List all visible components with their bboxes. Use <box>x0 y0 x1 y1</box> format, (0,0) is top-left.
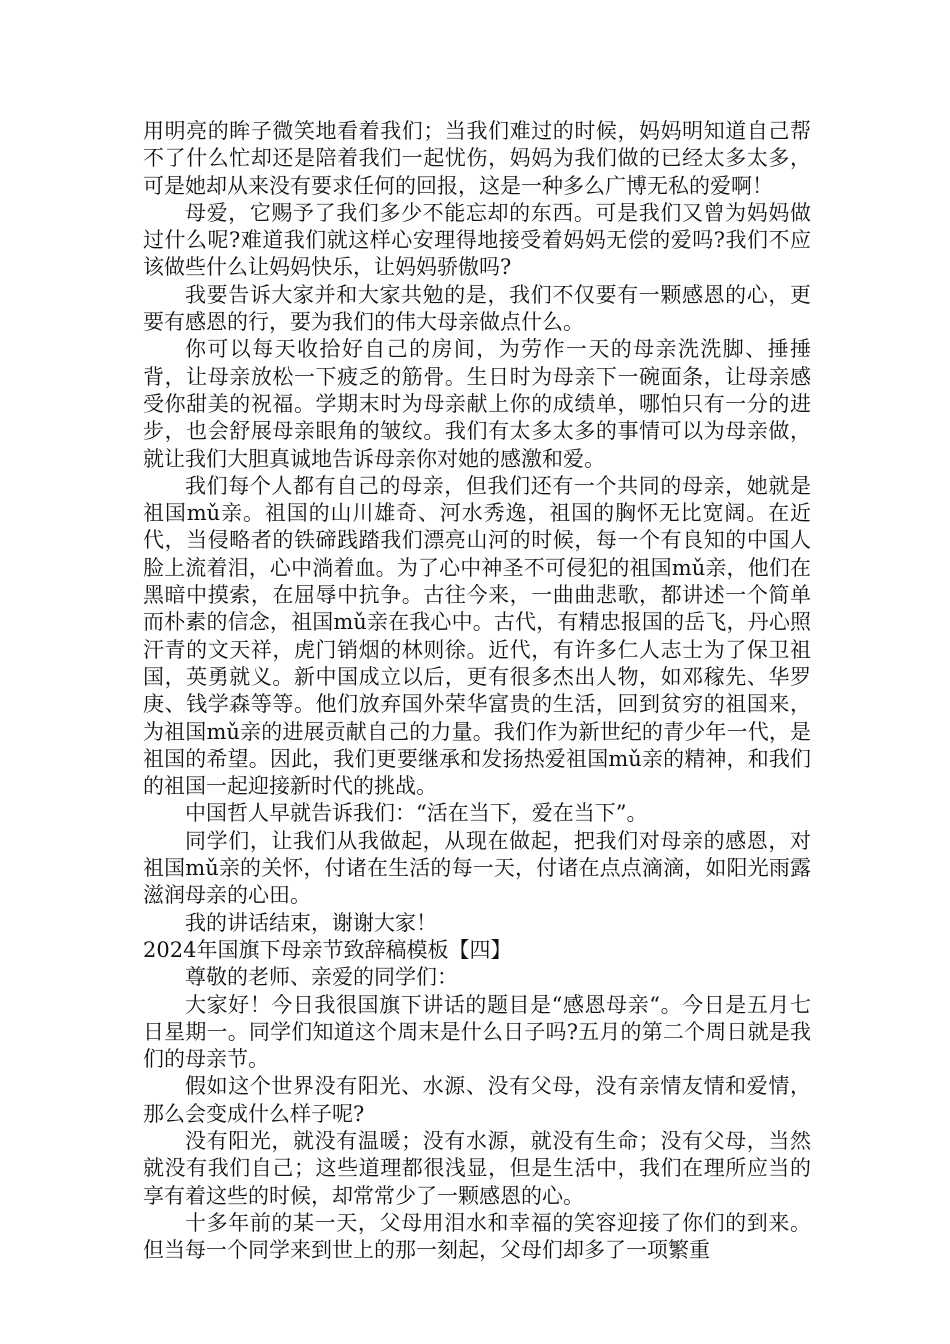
section-heading: 2024年国旗下母亲节致辞稿模板【四】 <box>143 937 512 962</box>
paragraph: 用明亮的眸子微笑地看着我们；当我们难过的时候，妈妈明知道自己帮不了什么忙却还是陪着我们一起忧伤，妈妈为我们做的已经太多太多，可是她却从来没有要求任何的回报，这是一种多么广博无私的爱啊！ <box>143 119 811 198</box>
paragraph: 母爱，它赐予了我们多少不能忘却的东西。可是我们又曾为妈妈做过什么呢?难道我们就这样心安理得地接受着妈妈无偿的爱吗?我们不应该做些什么让妈妈快乐，让妈妈骄傲吗? <box>143 200 811 280</box>
paragraph: 同学们，让我们从我做起，从现在做起，把我们对母亲的感恩，对祖国mǔ亲的关怀，付诸在生活的每一天，付诸在点点滴滴，如阳光雨露滋润母亲的心田。 <box>143 828 811 908</box>
paragraph: 你可以每天收拾好自己的房间，为劳作一天的母亲洗洗脚、捶捶背，让母亲放松一下疲乏的筋骨。生日时为母亲下一碗面条，让母亲感受你甜美的祝福。学期末时为母亲献上你的成绩单，哪怕只有一分的进步，也会舒展母亲眼角的皱纹。我们有太多太多的事情可以为母亲做，就让我们大胆真诚地告诉母亲你对她的感激和爱。 <box>143 337 811 471</box>
paragraph: 十多年前的某一天，父母用泪水和幸福的笑容迎接了你们的到来。但当每一个同学来到世上的那一刻起，父母们却多了一项繁重 <box>143 1210 811 1263</box>
paragraph: 我们每个人都有自己的母亲，但我们还有一个共同的母亲，她就是祖国mǔ亲。祖国的山川雄奇、河水秀逸，祖国的胸怀无比宽阔。在近代，当侵略者的铁碲践踏我们漂亮山河的时候，每一个有良知的中国人脸上流着泪，心中淌着血。为了心中神圣不可侵犯的祖国mǔ亲，他们在黑暗中摸索，在屈辱中抗争。古往今来，一曲曲悲歌，都讲述一个简单而朴素的信念，祖国mǔ亲在我心中。古代，有精忠报国的岳飞，丹心照汗青的文天祥，虎门销烟的林则徐。近代，有许多仁人志士为了保卫祖国，英勇就义。新中国成立以后，更有很多杰出人物，如邓稼先、华罗庚、钱学森等等。他们放弃国外荣华富贵的生活，回到贫穷的祖国来，为祖国mǔ亲的进展贡献自己的力量。我们作为新世纪的青少年一代，是祖国的希望。因此，我们更要继承和发扬热爱祖国mǔ亲的精神，和我们的祖国一起迎接新时代的挑战。 <box>143 473 811 799</box>
salutation: 尊敬的老师、亲爱的同学们： <box>185 965 458 990</box>
paragraph: 假如这个世界没有阳光、水源、没有父母，没有亲情友情和爱情，那么会变成什么样子呢? <box>143 1074 811 1126</box>
paragraph: 没有阳光，就没有温暖；没有水源，就没有生命；没有父母，当然就没有我们自己；这些道理都很浅显，但是生活中，我们在理所应当的享有着这些的时候，却常常少了一颗感恩的心。 <box>143 1128 811 1208</box>
paragraph: 大家好！今日我很国旗下讲话的题目是“感恩母亲“。今日是五月七日星期一。同学们知道这个周末是什么日子吗?五月的第二个周日就是我们的母亲节。 <box>143 992 811 1072</box>
document-page <box>143 118 811 1264</box>
paragraph: 我要告诉大家并和大家共勉的是，我们不仅要有一颗感恩的心，更要有感恩的行，要为我们的伟大母亲做点什么。 <box>143 282 811 335</box>
paragraph: 中国哲人早就告诉我们：“活在当下，爱在当下”。 <box>185 801 648 826</box>
paragraph: 我的讲话结束，谢谢大家！ <box>185 910 437 935</box>
